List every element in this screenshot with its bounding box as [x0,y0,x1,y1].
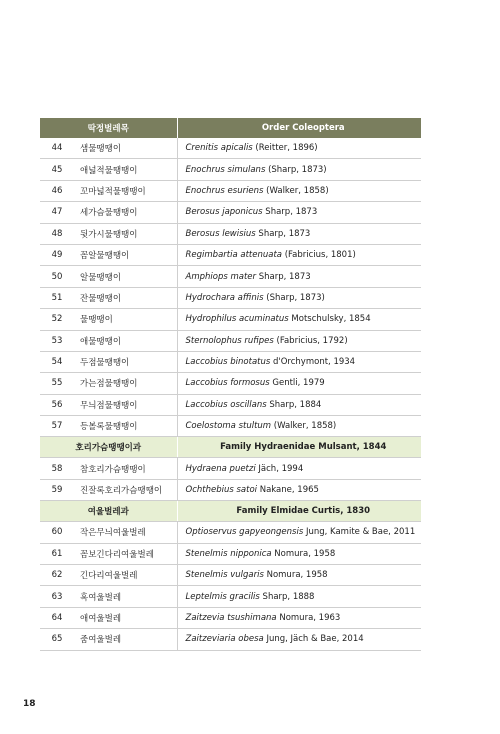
korean-name: 물땡땡이 [74,309,177,330]
binomial-name: Zaitzeviaria obesa [185,634,264,645]
scientific-name [177,180,421,201]
species-number: 58 [40,458,74,479]
species-number: 44 [40,138,74,159]
korean-name: 꼼알물땡땡이 [74,244,177,265]
author-citation: (Reitter, 1896) [252,143,318,154]
korean-name: 애물땡땡이 [74,330,177,351]
family-korean-name: 여울벌레과 [40,501,177,522]
scientific-name [177,223,421,244]
author-citation: (Walker, 1858) [263,185,329,196]
author-citation: Sharp, 1873 [262,207,318,218]
family-row [40,437,421,458]
species-row [40,351,421,372]
species-row [40,287,421,308]
author-citation: Nomura, 1963 [276,613,341,623]
author-citation: Motschulsky, 1854 [288,314,371,325]
family-korean-name: 호리가슴땡땡이과 [40,437,177,458]
species-row [40,458,421,479]
species-row [40,522,421,543]
page-number: 18 [23,699,36,709]
author-citation: (Fabricius, 1792) [273,335,348,346]
family-scientific-name: Family Elmidae Curtis, 1830 [177,501,421,522]
scientific-name [177,202,421,223]
scientific-name [177,522,421,543]
author-citation: d'Orchymont, 1934 [270,357,356,368]
korean-name: 애여울벌레 [74,607,177,628]
scientific-name [177,586,421,607]
species-number: 51 [40,287,74,308]
species-number: 48 [40,223,74,244]
binomial-name: Enochrus simulans [185,164,266,175]
korean-name: 뒷가시물땡땡이 [74,223,177,244]
scientific-name [177,394,421,415]
binomial-name: Hydrophilus acuminatus [185,314,289,325]
korean-name: 알물땡땡이 [74,266,177,287]
author-citation: Jung, Kamite & Bae, 2011 [303,527,416,538]
scientific-name [177,565,421,586]
species-number: 55 [40,373,74,394]
species-number: 60 [40,522,74,543]
author-citation: Jung, Jäch & Bae, 2014 [263,634,364,645]
species-row [40,309,421,330]
author-citation: Jäch, 1994 [255,463,304,474]
korean-name: 참호리가슴땡땡이 [74,458,177,479]
author-citation: Nomura, 1958 [263,570,328,581]
species-row [40,266,421,287]
korean-name: 세가슴물땡땡이 [74,202,177,223]
species-row [40,138,421,159]
species-row [40,330,421,351]
binomial-name: Berosus lewisius [185,228,256,239]
scientific-name [177,607,421,628]
species-row [40,565,421,586]
scientific-name [177,543,421,564]
species-number: 61 [40,543,74,564]
binomial-name: Amphiops mater [185,271,257,282]
author-citation: (Walker, 1858) [271,421,337,432]
binomial-name: Berosus japonicus [185,207,263,218]
author-citation: Gentli, 1979 [269,378,325,389]
species-number: 59 [40,479,74,500]
korean-name: 두점물땡땡이 [74,351,177,372]
species-number: 53 [40,330,74,351]
species-number: 49 [40,244,74,265]
binomial-name: Laccobius binotatus [185,357,271,368]
author-citation: (Sharp, 1873) [265,164,327,175]
scientific-name [177,159,421,180]
binomial-name: Ochthebius satoi [185,485,258,496]
scientific-name [177,458,421,479]
binomial-name: Crenitis apicalis [185,143,253,154]
author-citation: Nakane, 1965 [257,485,319,496]
scientific-name [177,479,421,500]
species-row [40,607,421,628]
species-number: 62 [40,565,74,586]
korean-name: 꼬마넓적물땡땡이 [74,180,177,201]
author-citation: (Sharp, 1873) [263,292,325,303]
binomial-name: Enochrus esuriens [185,185,264,196]
korean-name: 가는점물땡땡이 [74,373,177,394]
species-row [40,373,421,394]
scientific-name [177,266,421,287]
binomial-name: Stenelmis nipponica [185,548,272,559]
species-number: 56 [40,394,74,415]
binomial-name: Zaitzevia tsushimana [185,613,277,623]
species-number: 47 [40,202,74,223]
species-row [40,479,421,500]
species-row [40,586,421,607]
species-number: 54 [40,351,74,372]
binomial-name: Hydrochara affinis [185,292,264,303]
species-row [40,180,421,201]
header-korean: 딱정벌레목 [40,118,177,138]
scientific-name [177,330,421,351]
species-row [40,223,421,244]
korean-name: 혹여울벌레 [74,586,177,607]
species-number: 50 [40,266,74,287]
binomial-name: Hydraena puetzi [185,463,256,474]
species-number: 46 [40,180,74,201]
binomial-name: Leptelmis gracilis [185,591,260,602]
scientific-name [177,287,421,308]
species-number: 45 [40,159,74,180]
korean-name: 긴다리여울벌레 [74,565,177,586]
species-row [40,159,421,180]
scientific-name [177,629,421,650]
binomial-name: Stenelmis vulgaris [185,570,264,581]
species-row [40,416,421,437]
author-citation: Sharp, 1884 [266,399,322,410]
binomial-name: Laccobius formosus [185,378,270,389]
species-row [40,394,421,415]
korean-name: 작은무늬여울벌레 [74,522,177,543]
species-number: 65 [40,629,74,650]
species-row [40,202,421,223]
binomial-name: Coelostoma stultum [185,421,272,432]
korean-name: 무늬점물땡땡이 [74,394,177,415]
scientific-name [177,351,421,372]
family-row [40,501,421,522]
korean-name: 샘물땡땡이 [74,138,177,159]
scientific-name [177,416,421,437]
korean-name: 애넓적물땡땡이 [74,159,177,180]
species-checklist-table [40,118,421,651]
header-scientific: Order Coleoptera [177,118,421,138]
scientific-name [177,138,421,159]
korean-name: 잔물땡땡이 [74,287,177,308]
species-row [40,543,421,564]
author-citation: Sharp, 1873 [256,271,311,282]
author-citation: Sharp, 1888 [259,591,315,602]
binomial-name: Optioservus gapyeongensis [185,527,304,538]
binomial-name: Regimbartia attenuata [185,250,283,261]
author-citation: (Fabricius, 1801) [282,250,356,261]
scientific-name [177,244,421,265]
species-row [40,629,421,650]
species-number: 52 [40,309,74,330]
species-number: 64 [40,607,74,628]
species-number: 63 [40,586,74,607]
author-citation: Nomura, 1958 [271,548,336,559]
species-row [40,244,421,265]
binomial-name: Sternolophus rufipes [185,335,274,346]
korean-name: 등볼록물땡땡이 [74,416,177,437]
family-scientific-name: Family Hydraenidae Mulsant, 1844 [177,437,421,458]
scientific-name [177,309,421,330]
korean-name: 줌여울벌레 [74,629,177,650]
species-number: 57 [40,416,74,437]
korean-name: 꼼보긴다리여울벌레 [74,543,177,564]
korean-name: 진잘록호리가슴땡땡이 [74,479,177,500]
binomial-name: Laccobius oscillans [185,399,267,410]
table-header-row [40,118,421,138]
author-citation: Sharp, 1873 [255,228,311,239]
scientific-name [177,373,421,394]
